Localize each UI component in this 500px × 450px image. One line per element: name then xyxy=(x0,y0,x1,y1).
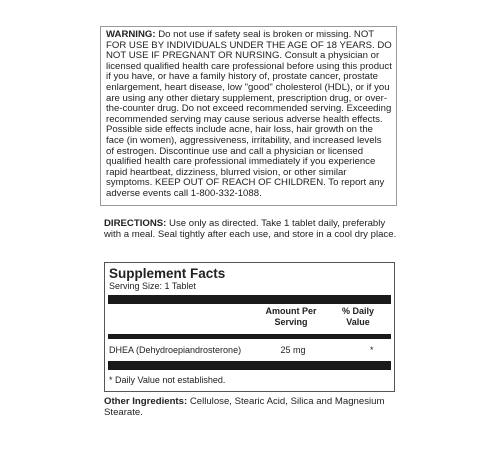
serving-size: Serving Size: 1 Tablet xyxy=(109,281,196,291)
supplement-facts-panel xyxy=(104,262,395,392)
directions-text: Use only as directed. Take 1 tablet daily, preferably with a meal. Seal tightly after each use, and store in a cool dry place. xyxy=(104,218,397,241)
dv-header-line1: % Daily xyxy=(341,306,374,316)
other-ingredients-label: Other Ingredients: xyxy=(104,396,188,407)
ingredient-daily-value: * xyxy=(370,345,374,355)
daily-value-header xyxy=(328,306,388,327)
header-divider-bar xyxy=(108,334,391,339)
ingredient-amount: 25 mg xyxy=(280,345,306,355)
top-divider-bar xyxy=(108,295,391,304)
column-headers xyxy=(108,306,391,332)
directions-label: DIRECTIONS: xyxy=(104,218,167,229)
bottom-divider-bar xyxy=(108,361,391,370)
other-ingredients-section xyxy=(104,396,404,419)
amount-per-serving-header xyxy=(261,306,321,327)
ingredient-row xyxy=(108,344,391,358)
other-ingredients-text: Cellulose, Stearic Acid, Silica and Magnesium Stearate. xyxy=(104,396,385,419)
amount-header-line2: Serving xyxy=(274,316,308,327)
warning-text: Do not use if safety seal is broken or missing. NOT FOR USE BY INDIVIDUALS UNDER THE AGE OF 18 YEARS. DO NOT USE IF PREGNANT OR NURSING. Consult a physician or licensed qualified health care professional before using this product if you have, or have a family history of, prostate cancer, prostate enlargement, heart disease, low "good" cholesterol (HDL), or if you are using any other dietary supplement, prescription drug, or over-the-counter drug. Do not exceed recommended serving. Exceeding recommended serving may cause serious adverse health effects. Possible side effects include acne, hair loss, hair growth on the face (in women), aggressiveness, irritability, and increased levels of estrogen. Discontinue use and call a physician or licensed qualified health care professional immediately if you experience rapid heartbeat, dizziness, blurred vision, or other similar symptoms. KEEP OUT OF REACH OF CHILDREN. To report any adverse events call 1-800-332-1088. xyxy=(106,29,392,199)
daily-value-footnote: * Daily Value not established. xyxy=(109,375,226,385)
warning-panel xyxy=(100,26,397,206)
ingredient-name: DHEA (Dehydroepiandrosterone) xyxy=(109,345,242,355)
supplement-facts-title: Supplement Facts xyxy=(109,266,226,281)
warning-label: WARNING: xyxy=(106,29,156,40)
directions-section xyxy=(104,218,404,241)
dv-header-line2: Value xyxy=(346,316,370,327)
amount-header-line1: Amount Per xyxy=(265,306,317,316)
